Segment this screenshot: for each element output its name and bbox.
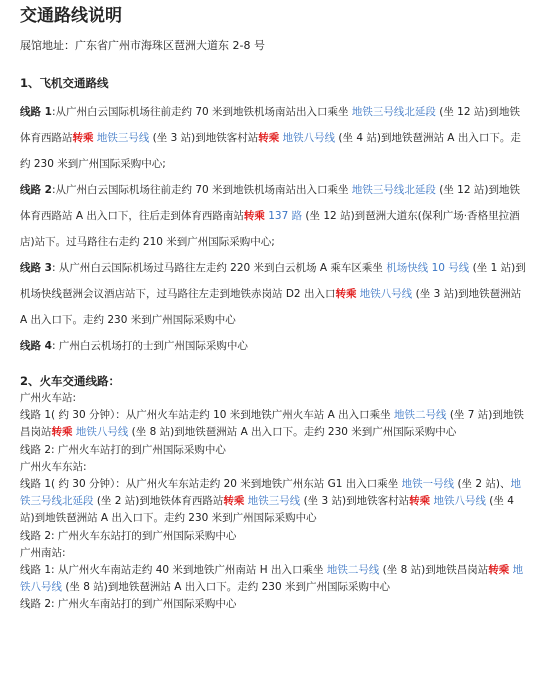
transfer-label: 转乘	[258, 132, 280, 144]
route-text: (坐 1 站)到机场快线琶洲会议酒店站下，过马路往左走到地铁赤岗站 D2 出入口	[20, 262, 526, 300]
station-name: 广州火车东站:	[20, 460, 87, 473]
metro-line-link[interactable]: 地铁三号线北延段	[351, 184, 436, 196]
flight-route-4	[20, 333, 527, 359]
train-section	[20, 373, 527, 614]
metro-line-link[interactable]: 137 路	[268, 210, 303, 222]
flight-route-2	[20, 177, 527, 255]
metro-line-link[interactable]: 地铁三号线	[96, 132, 150, 144]
metro-line-link[interactable]: 地铁八号线	[359, 288, 413, 300]
transfer-label: 转乘	[488, 564, 510, 577]
route-text: (坐 8 站)到地铁昌岗站	[379, 564, 489, 577]
metro-line-link[interactable]: 地铁八号线	[20, 564, 524, 594]
section-heading-flight: 1、飞机交通路线	[20, 76, 109, 90]
transfer-label: 转乘	[243, 210, 265, 222]
route-text: (坐 7 站)到地铁昌岗站	[20, 409, 524, 439]
metro-line-link[interactable]: 地铁三号线	[247, 495, 301, 508]
metro-line-link[interactable]: 机场快线 10 号线	[386, 262, 470, 274]
metro-line-link[interactable]: 地铁八号线	[433, 495, 486, 508]
route-text: 线路 2: 广州火车站打的到广州国际采购中心	[20, 443, 226, 456]
route-text: (坐 12 站)到地铁体育西路站 A 出入口下，往后走到体育西路南站	[20, 184, 520, 222]
metro-line-link[interactable]: 地铁一号线	[401, 478, 455, 491]
transfer-label: 转乘	[51, 426, 73, 439]
metro-line-link[interactable]: 地铁二号线	[393, 409, 447, 422]
route-text: 线路 1: 从广州火车南站走约 40 米到地铁广州南站 H 出入口乘坐	[20, 564, 327, 577]
metro-line-link[interactable]: 地铁三号线北延段	[20, 478, 521, 508]
flight-route-1	[20, 99, 527, 177]
metro-line-link[interactable]: 地铁八号线	[75, 426, 129, 439]
route-text: (坐 3 站)到地铁客村站	[300, 495, 410, 508]
transfer-label: 转乘	[335, 288, 357, 300]
section-heading-train: 2、火车交通线路：	[20, 374, 121, 388]
route-text: 线路 2: 广州火车南站打的到广州国际采购中心	[20, 598, 237, 611]
route-text: (坐 12 站)到地铁体育西路站	[20, 106, 520, 144]
train-route	[20, 528, 527, 545]
page-title: 交通路线说明	[20, 6, 122, 26]
station-name: 广州南站:	[20, 546, 66, 559]
route-text: :从广州白云国际机场往前走约 70 米到地铁机场南站出入口乘坐	[51, 184, 352, 196]
route-text: (坐 2 站)到地铁体育西路站	[93, 495, 224, 508]
metro-line-link[interactable]: 地铁二号线	[326, 564, 380, 577]
route-label: 线路 3	[20, 262, 52, 274]
transfer-label: 转乘	[223, 495, 245, 508]
route-label: 线路 4	[20, 340, 52, 352]
route-text: (坐 2 站)、	[454, 478, 511, 491]
metro-line-link[interactable]: 地铁八号线	[282, 132, 336, 144]
flight-routes	[20, 99, 527, 359]
route-text: : 从广州白云国际机场过马路往左走约 220 米到白云机场 A 乘车区乘坐	[51, 262, 387, 274]
route-text: :从广州白云国际机场往前走约 70 米到地铁机场南站出入口乘坐	[51, 106, 352, 118]
route-text: (坐 3 站)到地铁客村站	[149, 132, 259, 144]
route-text: (坐 3 站)到地铁琶洲站 A 出入口下。走约 230 米到广州国际采购中心	[20, 288, 522, 326]
route-text: (坐 8 站)到地铁琶洲站 A 出入口下。走约 230 米到广州国际采购中心	[62, 581, 390, 594]
route-label: 线路 1	[20, 106, 52, 118]
train-route	[20, 476, 527, 528]
train-route	[20, 442, 527, 459]
train-routes	[20, 390, 527, 614]
route-label: 线路 2	[20, 184, 52, 196]
train-route	[20, 562, 527, 596]
route-text: (坐 8 站)到地铁琶洲站 A 出入口下。走约 230 米到广州国际采购中心	[128, 426, 457, 439]
train-route	[20, 407, 527, 441]
route-text: 线路 1( 约 30 分钟）：从广州火车站走约 10 米到地铁广州火车站 A 出入口乘坐	[20, 409, 394, 422]
route-text: (坐 12 站)到琶洲大道东(保利广场·香格里拉酒店)站下。过马路往右走约 210 米到广州国际采购中心;	[20, 210, 520, 248]
route-text: (坐 4 站)到地铁琶洲站 A 出入口下。走约 230 米到广州国际采购中心	[20, 495, 514, 525]
station-name: 广州火车站:	[20, 392, 77, 404]
venue-address: 展馆地址：广东省广州市海珠区琶洲大道东 2-8 号	[20, 39, 265, 52]
metro-line-link[interactable]: 地铁三号线北延段	[351, 106, 436, 118]
route-text: : 广州白云机场打的士到广州国际采购中心	[51, 340, 248, 352]
route-text: 线路 1( 约 30 分钟）：从广州火车东站走约 20 米到地铁广州东站 G1 出入口乘坐	[20, 478, 402, 491]
route-text: 线路 2: 广州火车东站打的到广州国际采购中心	[20, 529, 237, 542]
flight-route-3	[20, 255, 527, 333]
route-text: (坐 4 站)到地铁琶洲站 A 出入口下。走约 230 米到广州国际采购中心;	[20, 132, 521, 170]
train-route	[20, 596, 527, 613]
transfer-label: 转乘	[72, 132, 94, 144]
transfer-label: 转乘	[409, 495, 431, 508]
